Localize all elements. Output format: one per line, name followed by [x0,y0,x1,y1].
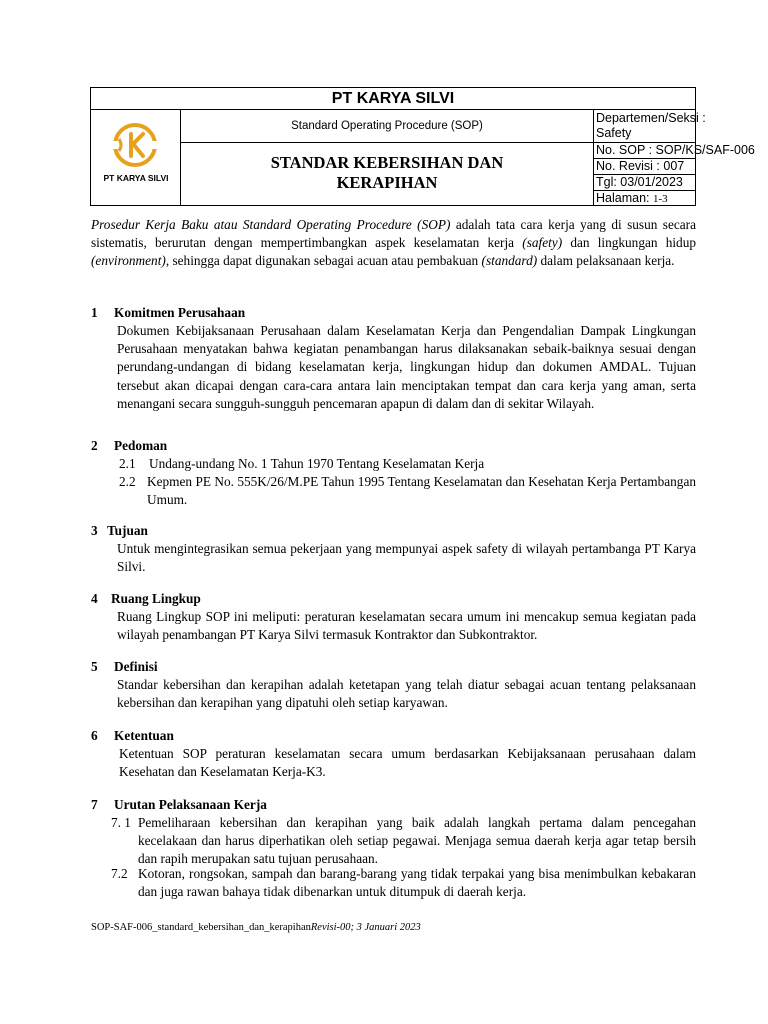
sop-label: Standard Operating Procedure (SOP) [181,110,594,143]
section-1-heading [91,304,246,322]
section-4-number: 4 [91,591,98,606]
company-logo-icon [105,121,165,171]
intro-text-2: dan lingkungan hidup [562,235,696,251]
department-label: Departemen/Seksi : [596,111,706,125]
item-number: 7.2 [111,866,128,881]
item-number: 2.1 [119,456,136,471]
section-7-number: 7 [91,797,98,812]
page-footer [91,921,421,935]
section-1-text: Dokumen Kebijaksanaan Perusahaan dalam Keselamatan Kerja dan Pengendalian Dampak Lingkungan Perusahaan menyatakan bahwa kegiatan penambangan harus dilaksanakan sebaik-baiknya sesuai dengan perundang-undangan di bidang keselamatan kerja, lingkungan hidup dan dokumen AMDAL. Tujuan tersebut akan dicapai dengan cara-cara antara lain menciptakan tempat dan cara kerja yang aman, serta menangani secara sungguh-sungguh pencemaran apapun di dalam dan di sekitar Wilayah. [117,323,696,411]
section-3-title: Tujuan [107,523,148,538]
section-6-number: 6 [91,728,98,743]
section-2-title: Pedoman [114,438,168,453]
page-value: 1-3 [652,193,668,205]
logo-text: PT KARYA SILVI [103,173,169,183]
intro-environment-term: (environment), [91,253,170,269]
section-5-number: 5 [91,659,98,674]
section-7-title: Urutan Pelaksanaan Kerja [114,797,267,812]
logo-cell [91,110,181,206]
footer-filename: SOP-SAF-006_standard_kebersihan_dan_kerapihan [91,922,311,933]
item-text: Kepmen PE No. 555K/26/M.PE Tahun 1995 Tentang Keselamatan dan Kesehatan Kerja Pertambangan Umum. [147,474,696,508]
revision-number: No. Revisi : 007 [594,159,695,175]
intro-standard-term: (standard) [481,253,538,269]
footer-revision: Revisi-00; 3 Januari 2023 [310,922,421,933]
document-date: Tgl: 03/01/2023 [594,175,695,191]
intro-sop-term: Prosedur Kerja Baku atau Standard Operating Procedure (SOP) [91,217,451,232]
intro-paragraph [91,216,696,271]
section-3-number: 3 [91,523,98,538]
intro-text-4: dalam pelaksanaan kerja. [537,253,675,269]
header-table [90,87,755,206]
company-name: PT KARYA SILVI [91,88,695,110]
item-text: Undang-undang No. 1 Tahun 1970 Tentang Keselamatan Kerja [149,456,485,471]
item-number: 2.2 [119,474,136,489]
page-label: Halaman: [596,191,653,205]
section-6-heading [91,727,174,745]
section-1-title: Komitmen Perusahaan [114,305,246,320]
department-value: Safety [596,126,632,140]
title-line-1: STANDAR KEBERSIHAN DAN [270,153,504,172]
intro-text-1: adalah tata cara kerja yang di susun secara sistematis, berurutan dengan mempertimbangkan aspek keselamatan kerja [91,217,696,251]
document-info [594,110,755,206]
section-6-text: Ketentuan SOP peraturan keselamatan secara umum berdasarkan Kebijaksanaan perusahaan dalam Kesehatan dan Keselamatan Kerja-K3. [119,746,696,780]
department-cell [594,110,706,143]
section-4-heading [91,590,201,608]
section-3-text: Untuk mengintegrasikan semua pekerjaan yang mempunyai aspek safety di wilayah pertambanga PT Karya Silvi. [117,541,696,575]
intro-safety-term: (safety) [522,235,563,251]
section-2-item-1 [119,455,696,473]
section-2-item-2 [119,473,696,509]
item-number: 7. 1 [111,815,131,830]
section-1-number: 1 [91,305,98,320]
section-7-item-1 [111,814,696,869]
sop-number: No. SOP : SOP/KS/SAF-006 [596,143,755,157]
section-2-heading [91,437,168,455]
title-line-2: KERAPIHAN [336,173,438,192]
section-6-title: Ketentuan [114,728,174,743]
page-number [594,191,695,206]
section-7-heading [91,796,267,814]
section-5-text: Standar kebersihan dan kerapihan adalah ketetapan yang telah diatur sebagai acuan tentang pelaksanaan kebersihan dan kerapihan yang dipatuhi oleh setiap karyawan. [117,677,696,711]
section-7-item-2 [111,865,696,901]
section-4-title: Ruang Lingkup [111,591,201,606]
section-2-number: 2 [91,438,98,453]
item-text: Pemeliharaan kebersihan dan kerapihan yang baik adalah langkah pertama dalam pencegahan kecelakaan dan harus diperhatikan oleh setiap pegawai. Menjaga semua daerah kerja agar tetap bersih dan rapih merupakan satu tujuan perusahaan. [138,815,696,867]
section-5-title: Definisi [114,659,158,674]
section-5-heading [91,658,158,676]
item-text: Kotoran, rongsokan, sampah dan barang-barang yang tidak terpakai yang bisa menimbulkan kebakaran dan juga rawan bahaya tidak dibenarkan untuk ditumpuk di daerah kerja. [138,866,696,900]
intro-text-3: sehingga dapat digunakan sebagai acuan atau pembakuan [169,253,482,269]
section-3-heading [91,522,148,540]
document-title [181,143,594,206]
section-4-text: Ruang Lingkup SOP ini meliputi: peraturan keselamatan secara umum ini mencakup semua kegiatan pada wilayah penambangan PT Karya Silvi termasuk Kontraktor dan Subkontraktor. [117,609,696,643]
